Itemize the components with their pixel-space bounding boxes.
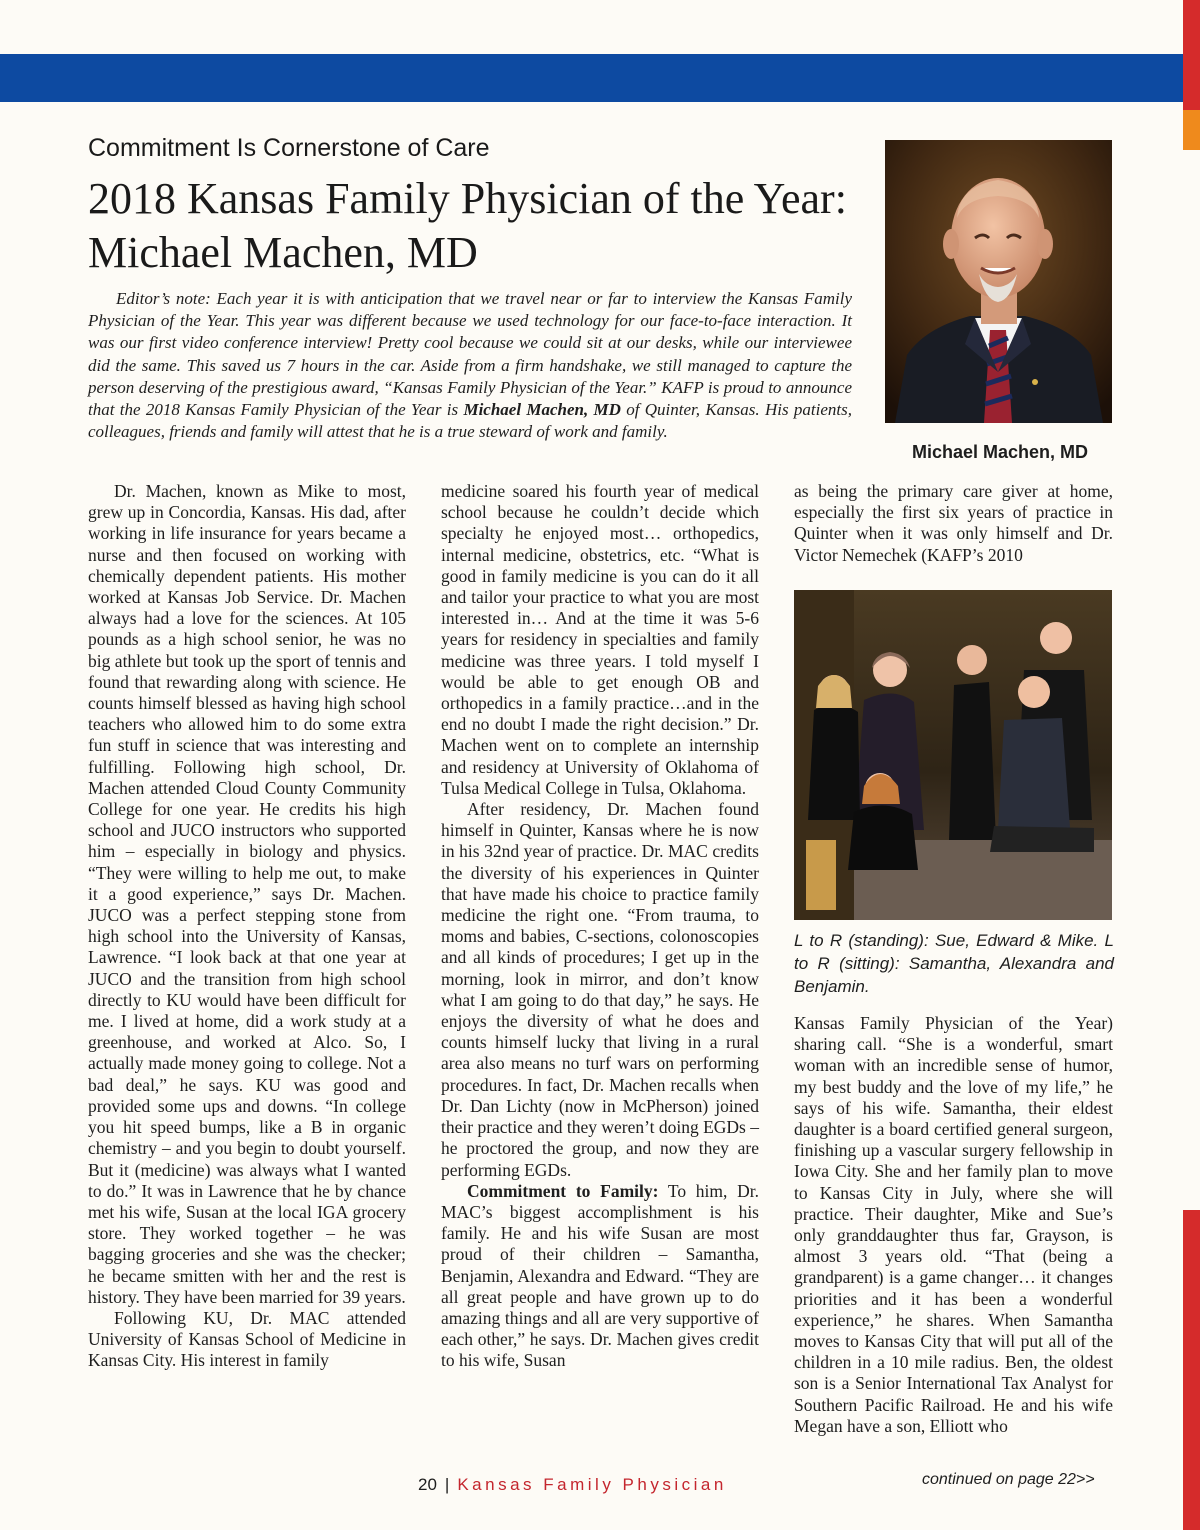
page-number: 20 — [418, 1475, 437, 1494]
footer-separator: | — [444, 1475, 450, 1494]
edge-tab-red-top — [1183, 0, 1200, 110]
editor-note-honoree: Michael Machen, MD — [463, 400, 621, 420]
magazine-name: Kansas Family Physician — [457, 1475, 727, 1494]
continued-note: continued on page 22>> — [922, 1471, 1095, 1488]
article-kicker: Commitment Is Cornerstone of Care — [88, 134, 490, 162]
column-2 — [441, 481, 759, 1372]
col3-paragraph-bottom: Kansas Family Physician of the Year) sharing call. “She is a wonderful, smart woman with an incredible sense of humor, my best buddy and the love of my life,” he says of his wife. Samantha, their eldest daughter is a board certified general surgeon, finishing up a vascular surgery fellowship in Iowa City. She and her family plan to move to Kansas City in July, where she will practice. Their daughter, Mike and Sue’s only granddaughter thus far, Grayson, is almost 3 years old. “That (being a grandparent) is a game changer… it changes priorities and it has been a wonderful experience,” he shares. When Samantha moves to Kansas City that will put all of the children in a 10 mile radius. Ben, the oldest son is a Senior International Tax Analyst for Southern Pacific Railroad. He and his wife Megan have a son, Elliott who — [794, 1013, 1113, 1436]
article-title: 2018 Kansas Family Physician of the Year: Michael Machen, MD — [88, 174, 847, 277]
family-photo-caption: L to R (standing): Sue, Edward & Mike. L to R (sitting): Samantha, Alexandra and Benjamin. — [794, 931, 1114, 996]
col2-paragraph-2: After residency, Dr. Machen found himself in Quinter, Kansas where he is now in his 32nd year of practice. Dr. MAC credits the diversity of his experiences in Quinter that have made his choice to practice family medicine the right one. “From trauma, to moms and babies, C-sections, colonoscopies and all kinds of procedures; I get up in the morning, look in mirror, and don’t know what I am going to do that day,” he says. He enjoys the diversity of what he does and counts himself lucky that living in a rural area also means no turf wars on performing procedures. In fact, Dr. Machen recalls when Dr. Dan Lichty (now in McPherson) joined their practice and they weren’t doing EGDs – he proctored the group, and now they are performing EGDs. — [441, 799, 759, 1180]
editor-note-text-1: Editor’s note: Each year it is with anticipation that we travel near or far to interview the Kansas Family Physician of the Year. This year was different because we used technology for our face-to-face interaction. It was our first video conference interview! Pretty cool because we could sit at our desks, while our interviewee did the same. This saved us 7 hours in the car. Aside from a firm handshake, we still managed to capture the person deserving of the prestigious award, “Kansas Family Physician of the Year.” KAFP is proud to announce that the 2018 Kansas Family Physician of the Year is — [88, 289, 852, 420]
column-1 — [88, 481, 406, 1372]
family-subhead: Commitment to Family: — [467, 1180, 659, 1201]
top-banner — [0, 54, 1183, 102]
column-3-bottom — [794, 1013, 1113, 1437]
editor-note-text-2: of Quinter, Kansas. His patients, colleagues, friends and family will attest that he is a true steward of work and family. — [88, 400, 852, 442]
edge-tab-red-bottom — [1183, 1210, 1200, 1530]
col2-paragraph-3-text: To him, Dr. MAC’s biggest accomplishment is his family. He and his wife Susan are most proud of their children – Samantha, Benjamin, Alexandra and Edward. “They are all great people and have grown up to do amazing things and all are very supportive of each other,” he says. Dr. Machen gives credit to his wife, Susan — [441, 1180, 759, 1371]
column-3-top — [794, 481, 1113, 566]
col2-paragraph-1: medicine soared his fourth year of medical school because he couldn’t decide which specialty he enjoyed most… orthopedics, internal medicine, obstetrics, etc. “What is good in family medicine is you can do it all and tailor your practice to what you are most interested in… And at the time it was 5-6 years for residency in specialties and family medicine was three years. I told myself I would be able to get enough OB and orthopedics in a family practice…and in the end no doubt I made the right decision.” Dr. Machen went on to complete an internship and residency at University of Oklahoma of Tulsa Medical College in Tulsa, Oklahoma. — [441, 481, 759, 798]
col1-paragraph-1: Dr. Machen, known as Mike to most, grew up in Concordia, Kansas. His dad, after working in life insurance for years became a nurse and then focused on working with chemically dependent patients. His mother worked at Kansas Job Service. Dr. Machen always had a love for the sciences. At 105 pounds as a high school senior, he was no big athlete but took up the sport of tennis and found that rewarding along with science. He counts himself blessed as having high school teachers who allowed him to do some extra fun stuff in science that was interesting and fulfilling. Following high school, Dr. Machen attended Cloud County Community College for one year. He credits his high school and JUCO instructors who supported him – especially in biology and physics. “They were willing to help me out, to make it a good experience,” says Dr. Machen. JUCO was a perfect stepping stone from high school into the University of Kansas, Lawrence. “I look back at that one year at JUCO and the transition from high school directly to KU would have been difficult for me. I lived at home, did a work study at a greenhouse, and worked at Alco. So, I actually made money going to college. Not a bad deal,” he says. KU was good and provided some ups and downs. “In college you hit speed bumps, like a B in organic chemistry – and you begin to doubt yourself. But it (medicine) was always what I wanted to do.” It was in Lawrence that he by chance met his wife, Susan at the local IGA grocery store. They worked together – he was bagging groceries and she was the checker; he became smitten with her and the rest is history. They have been married for 39 years. — [88, 481, 406, 1307]
portrait-photo — [885, 140, 1112, 423]
edge-tab-orange — [1183, 110, 1200, 150]
family-photo — [794, 590, 1112, 920]
col1-paragraph-2: Following KU, Dr. MAC attended University of Kansas School of Medicine in Kansas City. His interest in family — [88, 1307, 406, 1371]
editor-note — [88, 288, 852, 443]
col2-paragraph-3 — [441, 1181, 759, 1372]
edge-tab-blank — [1183, 150, 1200, 1210]
col3-paragraph-top: as being the primary care giver at home, especially the first six years of practice in Quinter when it was only himself and Dr. Victor Nemechek (KAFP’s 2010 — [794, 481, 1113, 565]
portrait-caption: Michael Machen, MD — [911, 442, 1089, 462]
page-footer — [418, 1475, 727, 1495]
